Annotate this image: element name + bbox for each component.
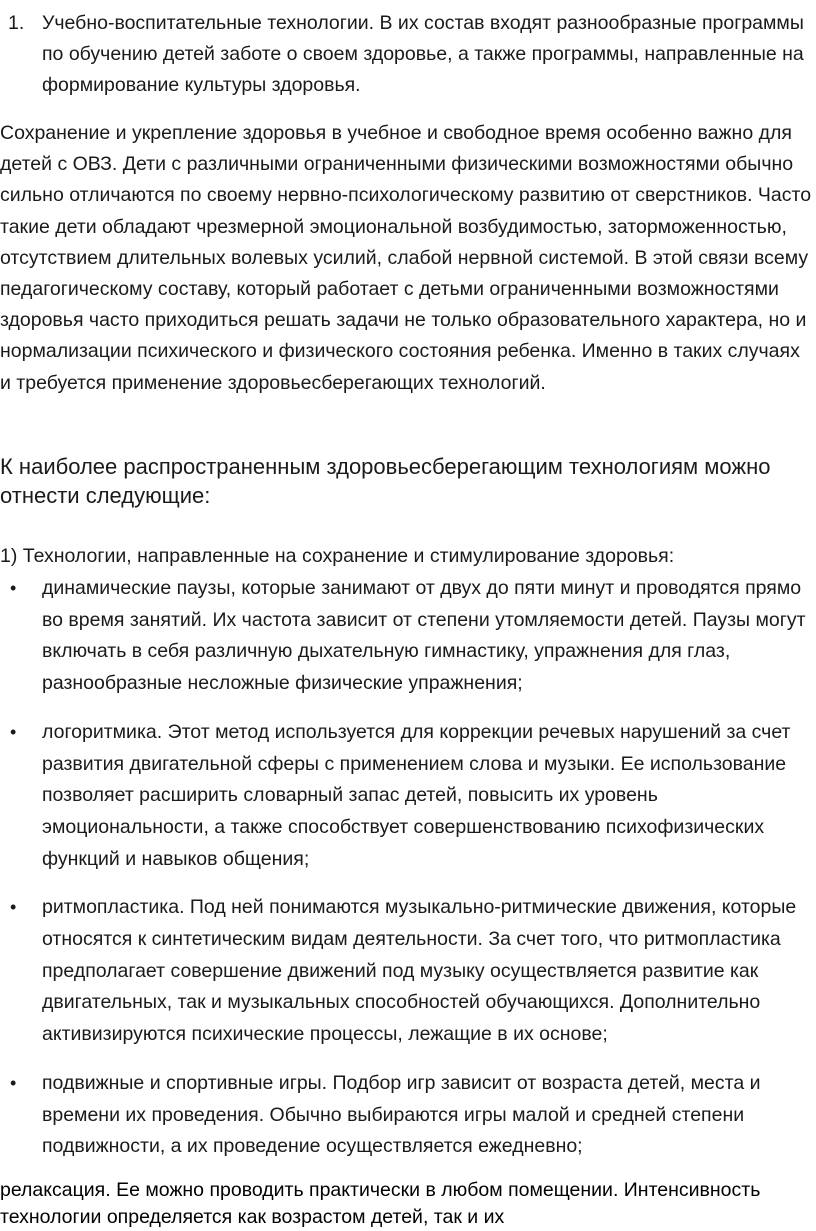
bullet-icon: • <box>10 578 17 598</box>
list-item <box>0 1068 816 1163</box>
list-item-text: логоритмика. Этот метод используется для коррекции речевых нарушений за счет развития двигательной сферы с применением слова и музыки. Ее использование позволяет расширить словарный запас детей, повысить их уровень эмоциональности, а также способствует совершенствованию психофизических функций и навыков общения; <box>42 720 791 870</box>
list-item-text: подвижные и спортивные игры. Подбор игр зависит от возраста детей, места и времени их проведения. Обычно выбираются игры малой и средней степени подвижности, а их проведение осуществляется ежедневно; <box>42 1071 761 1158</box>
numbered-list-item <box>0 8 812 101</box>
list-item <box>0 717 816 876</box>
bullet-icon: • <box>10 1072 17 1093</box>
numbered-item-text: Учебно-воспитательные технологии. В их состав входят разнообразные программы по обучению детей заботе о своем здоровье, а также программы, направленные на формирование культуры здоровья. <box>42 12 804 96</box>
bullet-icon: • <box>10 721 17 742</box>
trailing-paragraph: релаксация. Ее можно проводить практически в любом помещении. Интенсивность технологии определяется как возрастом детей, так и их <box>0 1179 761 1228</box>
list-title: 1) Технологии, направленные на сохранение и стимулирование здоровья: <box>0 545 675 567</box>
list-item <box>0 892 816 1051</box>
section-heading: К наиболее распространенным здоровьесберегающим технологиям можно отнести следующие: <box>0 454 771 508</box>
list-item-text: динамические паузы, которые занимают от двух до пяти минут и проводятся прямо во время занятий. Их частота зависит от степени утомляемости детей. Паузы могут включать в себя различную дыхательную гимнастику, упражнения для глаз, разнообразные несложные физические упражнения; <box>42 577 806 695</box>
list-number: 1. <box>8 12 25 34</box>
list-item <box>0 573 816 700</box>
bullet-list <box>0 573 816 1180</box>
list-item-text: ритмопластика. Под ней понимаются музыкально-ритмические движения, которые относятся к синтетическим видам деятельности. За счет того, что ритмопластика предполагает совершение движений под музыку осуществляется развитие как двигательных, так и музыкальных способностей обучающихся. Дополнительно активизируются психические процессы, лежащие в их основе; <box>42 896 797 1046</box>
bullet-icon: • <box>10 897 17 918</box>
body-paragraph: Сохранение и укрепление здоровья в учебное и свободное время особенно важно для детей с ОВЗ. Дети с различными ограниченными физическими возможностями обычно сильно отличаются по своему нервно-психологическому развитию от сверстников. Часто такие дети обладают чрезмерной эмоциональной возбудимостью, заторможенностью, отсутствием длительных волевых усилий, слабой нервной системой. В этой связи всему педагогическому составу, который работает с детьми ограниченными возможностями здоровья часто приходиться решать задачи не только образовательного характера, но и нормализации психического и физического состояния ребенка. Именно в таких случаях и требуется применение здоровьесберегающих технологий. <box>0 122 812 394</box>
